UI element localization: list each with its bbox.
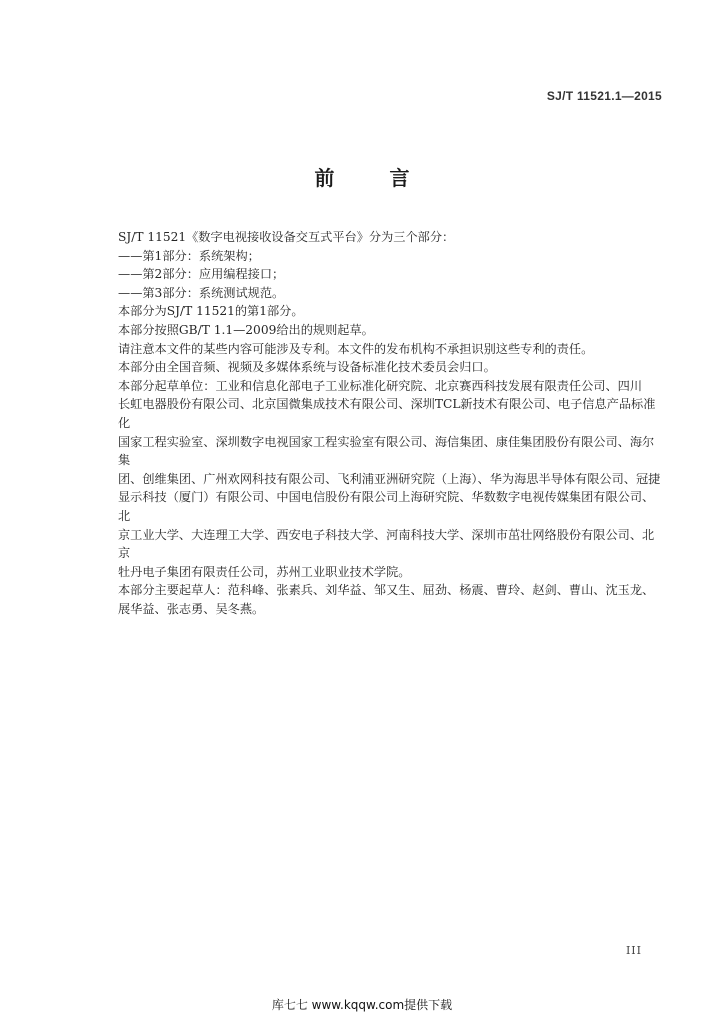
- page-number: III: [625, 944, 642, 957]
- foreword-body: [118, 228, 666, 618]
- paragraph-drafting-units-line: 团、创维集团、广州欢网科技有限公司、飞利浦亚洲研究院（上海）、华为海思半导体有限公司、冠捷: [118, 471, 661, 486]
- paragraph-drafting-units-line: 京工业大学、大连理工大学、西安电子科技大学、河南科技大学、深圳市茁壮网络股份有限公司、北京: [118, 527, 655, 561]
- document-id: SJ/T 11521.1—2015: [546, 89, 662, 103]
- paragraph-drafting-units-line: 显示科技（厦门）有限公司、中国电信股份有限公司上海研究院、华数数字电视传媒集团有限公司、北: [118, 490, 655, 523]
- paragraph-drafters-line: 本部分主要起草人：范科峰、张素兵、刘华益、邹又生、屈劲、杨震、曹玲、赵剑、曹山、沈玉龙、: [118, 583, 655, 598]
- paragraph-drafting-units-line: 长虹电器股份有限公司、北京国微集成技术有限公司、深圳TCL新技术有限公司、电子信息产品标准化: [118, 397, 656, 430]
- paragraph-patent-notice: 请注意本文件的某些内容可能涉及专利。本文件的发布机构不承担识别这些专利的责任。: [118, 341, 594, 356]
- paragraph-drafting-units-line: 牡丹电子集团有限责任公司，苏州工业职业技术学院。: [118, 564, 411, 579]
- paragraph-drafting-units-line: 本部分起草单位：工业和信息化部电子工业标准化研究院、北京赛西科技发展有限责任公司、四川: [118, 378, 643, 393]
- paragraph-drafters-line: 展华益、张志勇、吴冬燕。: [118, 601, 265, 616]
- paragraph-drafting-units-line: 国家工程实验室、深圳数字电视国家工程实验室有限公司、海信集团、康佳集团股份有限公司、海尔集: [118, 434, 655, 468]
- paragraph-intro: SJ/T 11521《数字电视接收设备交互式平台》分为三个部分：: [118, 230, 455, 244]
- list-item-part1: ——第1部分：系统架构；: [118, 248, 260, 263]
- page-title: 前 言: [314, 166, 434, 190]
- list-item-part3: ——第3部分：系统测试规范。: [118, 285, 285, 300]
- list-item-part2: ——第2部分：应用编程接口；: [118, 267, 285, 282]
- download-footer: 库七七 www.kqqw.com提供下载: [271, 998, 453, 1012]
- paragraph-drafting-rules: 本部分按照GB/T 1.1—2009给出的规则起草。: [118, 322, 374, 337]
- paragraph-committee: 本部分由全国音频、视频及多媒体系统与设备标准化技术委员会归口。: [118, 360, 496, 375]
- paragraph-part-scope: 本部分为SJ/T 11521的第1部分。: [118, 304, 304, 319]
